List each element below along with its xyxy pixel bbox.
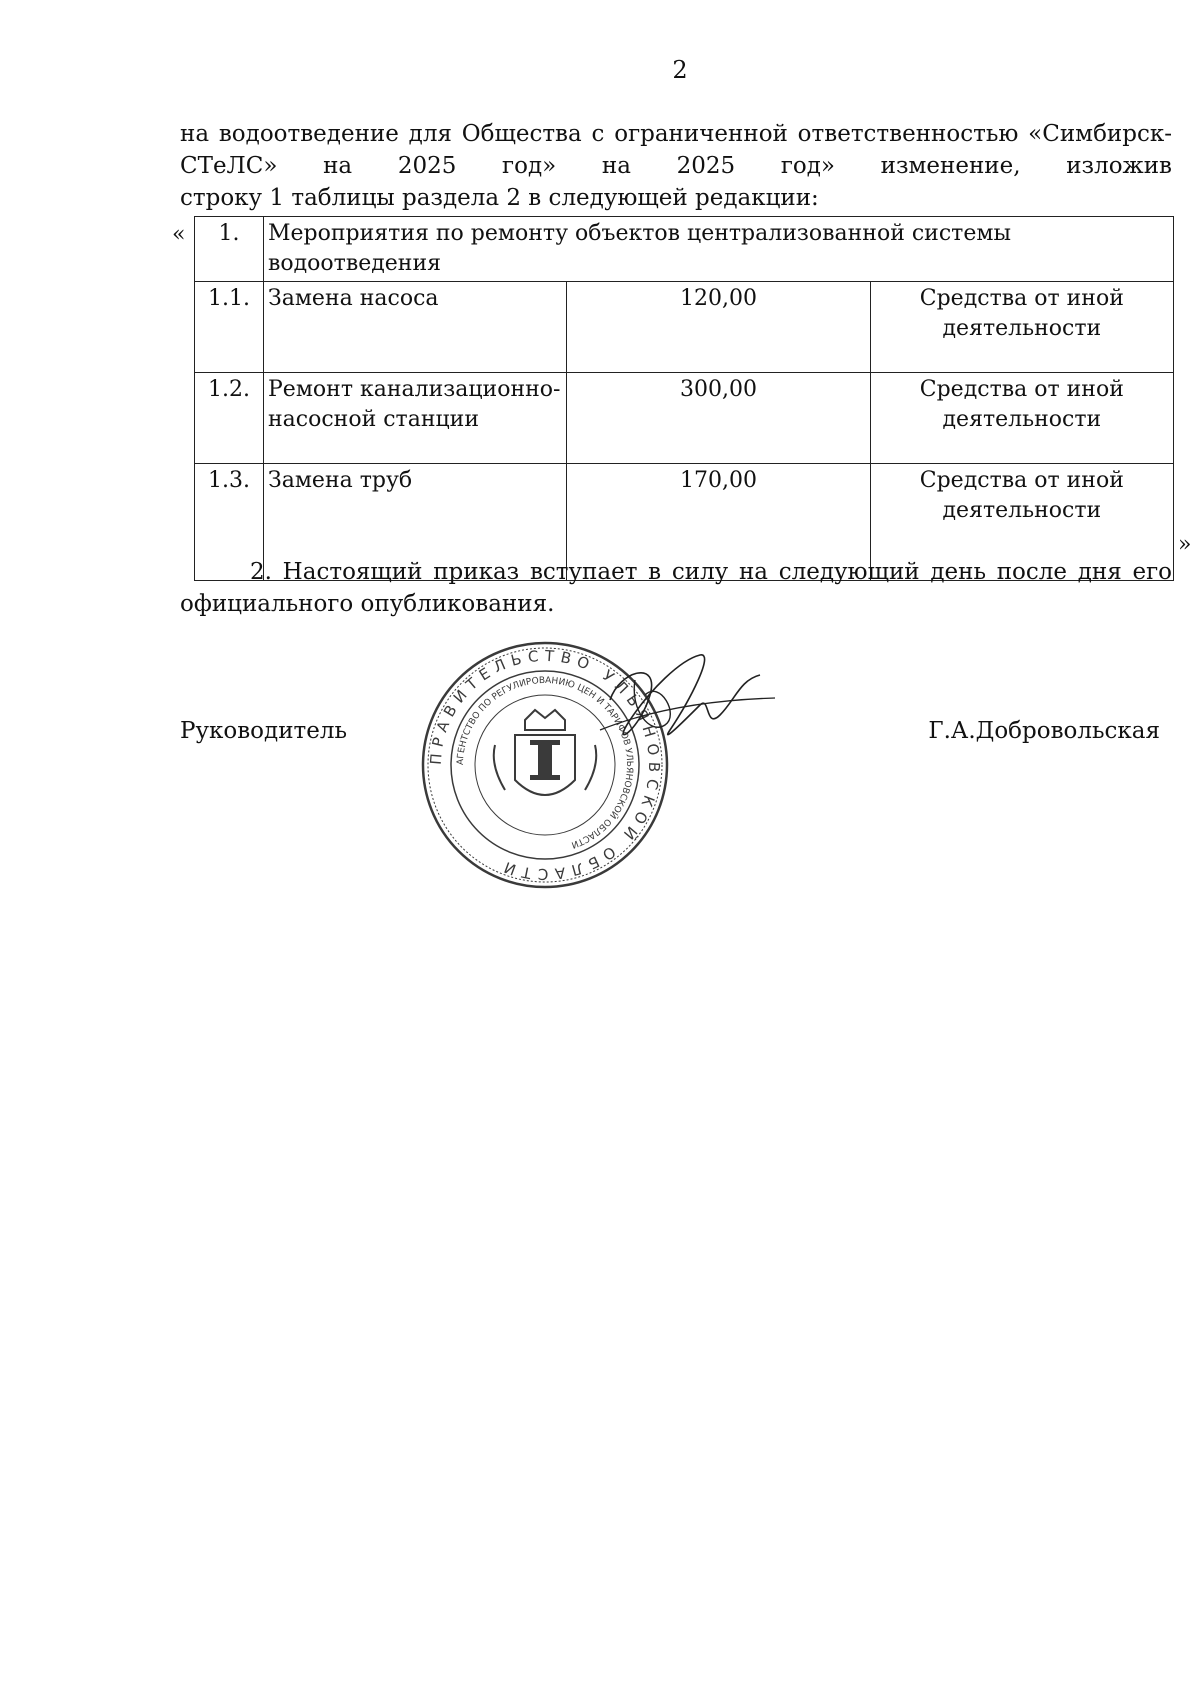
- measures-table: [194, 216, 1174, 581]
- row-source: Средства от иной деятельности: [870, 464, 1173, 581]
- signer-name: Г.А.Добровольская: [928, 718, 1160, 744]
- row-number: 1.2.: [195, 373, 264, 464]
- closing-quote: »: [1178, 532, 1192, 557]
- section-title: Мероприятия по ремонту объектов централизованной системы водоотведения: [264, 217, 1174, 282]
- page-number: 2: [672, 56, 688, 84]
- svg-text:АГЕНТСТВО ПО РЕГУЛИРОВАНИЮ ЦЕН: АГЕНТСТВО ПО РЕГУЛИРОВАНИЮ ЦЕН И ТАРИФОВ УЛЬЯНОВСКОЙ ОБЛАСТИ: [455, 675, 635, 850]
- row-source: Средства от иной деятельности: [870, 373, 1173, 464]
- svg-text:ПРАВИТЕЛЬСТВО УЛЬЯНОВСКОЙ ОБЛА: ПРАВИТЕЛЬСТВО УЛЬЯНОВСКОЙ ОБЛАСТИ: [426, 646, 664, 884]
- row-number: 1.1.: [195, 282, 264, 373]
- row-number: 1.3.: [195, 464, 264, 581]
- table-row: [195, 282, 1174, 373]
- intro-line-1: на водоотведение для Общества с ограниченной ответственностью «Симбирск-: [180, 121, 1172, 147]
- row-source: Средства от иной деятельности: [870, 282, 1173, 373]
- row-sum: 170,00: [567, 464, 870, 581]
- intro-line-2: СТеЛС» на 2025 год» на 2025 год» изменение, изложив: [180, 153, 1172, 179]
- handwritten-signature: [590, 640, 780, 780]
- row-sum: 300,00: [567, 373, 870, 464]
- row-name: Ремонт канализационно-насосной станции: [264, 373, 567, 464]
- table-row: [195, 373, 1174, 464]
- intro-paragraph: [180, 118, 1172, 214]
- row-sum: 120,00: [567, 282, 870, 373]
- row-name: Замена насоса: [264, 282, 567, 373]
- section-number: 1.: [195, 217, 264, 282]
- intro-line-3: строку 1 таблицы раздела 2 в следующей редакции:: [180, 185, 819, 211]
- signer-position: Руководитель: [180, 718, 347, 744]
- table-section-row: [195, 217, 1174, 282]
- clause-2: 2. Настоящий приказ вступает в силу на следующий день после дня его официального опубликования.: [180, 559, 1172, 617]
- row-name: Замена труб: [264, 464, 567, 581]
- opening-quote: «: [172, 222, 186, 247]
